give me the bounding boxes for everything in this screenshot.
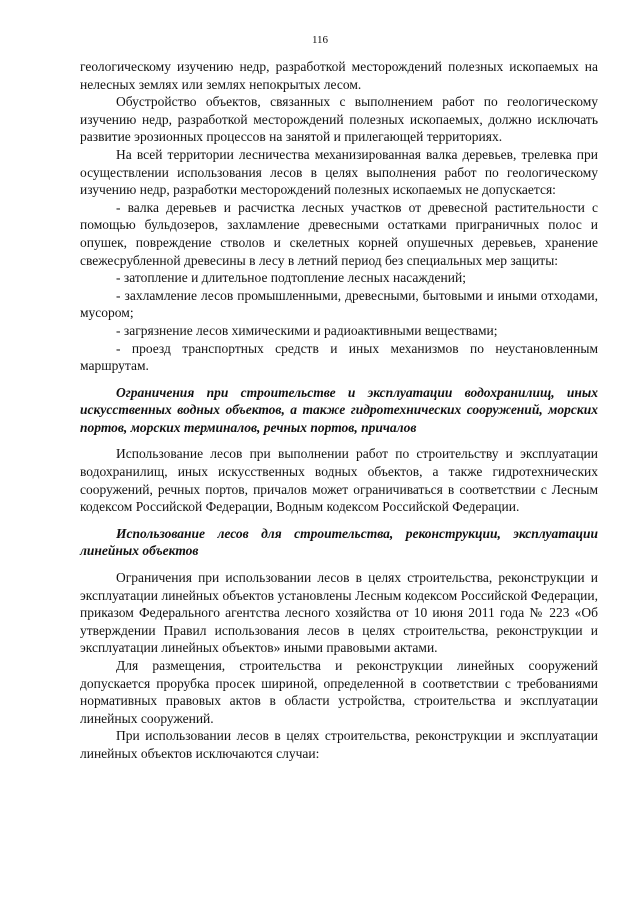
list-item: - загрязнение лесов химическими и радиоактивными веществами; — [116, 322, 498, 338]
paragraph: Обустройство объектов, связанных с выполнением работ по геологическому изучению недр, разработкой месторождений полезных ископаемых, должно исключать развитие эрозионных процессов на занятой и прилегающей территориях. — [80, 94, 598, 145]
list-item: - захламление лесов промышленными, древесными, бытовыми и иными отходами, мусором; — [80, 287, 598, 321]
paragraph: При использовании лесов в целях строительства, реконструкции и эксплуатации линейных объектов исключаются случаи: — [80, 728, 598, 761]
list-item: - проезд транспортных средств и иных механизмов по неустановленным маршрутам. — [80, 340, 598, 374]
paragraph: Ограничения при использовании лесов в целях строительства, реконструкции и эксплуатации линейных объектов установлены Лесным кодексом Российской Федерации, приказом Федерального агентства лесного хозяйства от 10 июня 2011 года № 223 «Об утверждении Правил использования лесов в целях строительства, реконструкции и эксплуатации линейных объектов» иными правовыми актами. — [80, 570, 598, 656]
document-body — [80, 58, 598, 763]
paragraph: Использование лесов при выполнении работ по строительству и эксплуатации водохранилищ, иных искусственных водных объектов, а также гидротехнических сооружений, речных портов, причалов может ограничиваться в соответствии с Лесным кодексом Российской Федерации, Водным кодексом Российской Федерации. — [80, 446, 598, 515]
section-heading: Ограничения при строительстве и эксплуатации водохранилищ, иных искусственных водных объектов, а также гидротехнических сооружений, морских портов, морских терминалов, речных портов, причалов — [80, 384, 598, 435]
paragraph: геологическому изучению недр, разработкой месторождений полезных ископаемых на нелесных землях или землях непокрытых лесом. — [80, 59, 598, 92]
page-number: 116 — [311, 34, 329, 46]
paragraph: На всей территории лесничества механизированная валка деревьев, трелевка при осуществлении использования лесов в целях выполнения работ по геологическому изучению недр, разработки месторождений полезных ископаемых не допускается: — [80, 146, 598, 198]
list-item: - затопление и длительное подтопление лесных насаждений; — [116, 270, 466, 286]
paragraph: Для размещения, строительства и реконструкции линейных сооружений допускается прорубка просек шириной, определенной в соответствии с требованиями нормативных правовых актов в области устройства, строительства и эксплуатации линейных сооружений. — [80, 658, 598, 726]
section-heading: Использование лесов для строительства, реконструкции, эксплуатации линейных объектов — [80, 525, 598, 559]
list-item: - валка деревьев и расчистка лесных участков от древесной растительности с помощью бульдозеров, захламление древесными остатками приграничных полос и опушек, повреждение стволов и скелетных корней опушечных деревьев, хранение свежесрубленной древесины в лесу в летний период без специальных мер защиты: — [80, 199, 598, 268]
